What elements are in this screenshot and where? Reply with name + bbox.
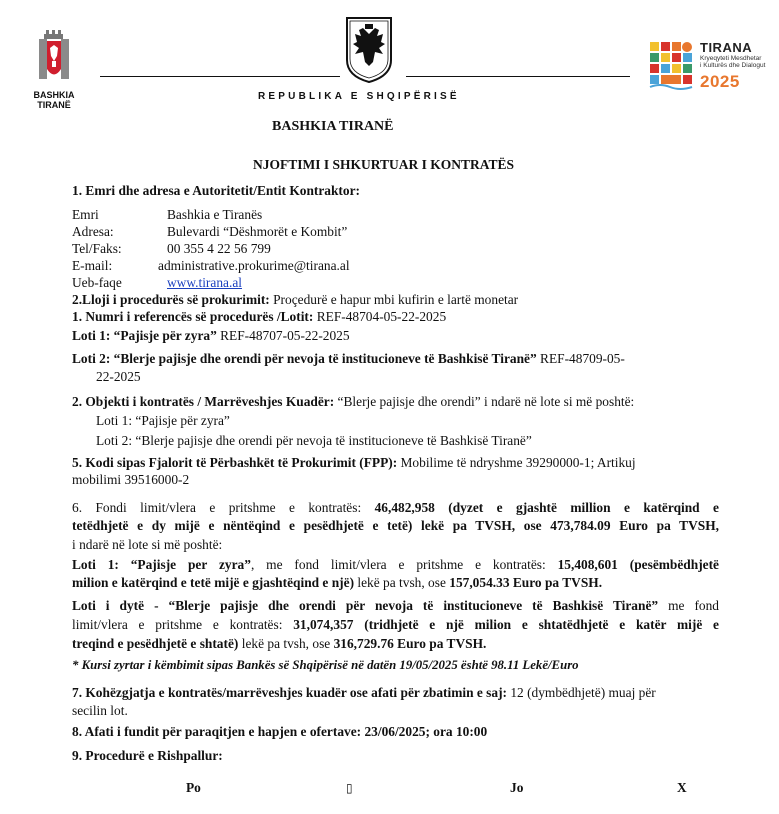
lot-2-reference <box>72 351 625 367</box>
bashkia-emblem-icon <box>32 28 76 86</box>
national-emblem <box>343 16 395 88</box>
reference-label: 1. Numri i referencës së procedurës /Lotit: <box>72 309 314 324</box>
cpv-value: Mobilime të ndryshme 39290000-1; Artikuj <box>397 455 636 470</box>
duration-value: 12 (dymbëdhjetë) muaj për <box>507 685 656 700</box>
lot-1-value-line-2 <box>72 575 602 591</box>
duration-cont: secilin lot. <box>72 703 128 718</box>
section-1-heading: 1. Emri dhe adresa e Autoritetit/Entit Kontraktor: <box>72 183 360 198</box>
value-name: Bashkia e Tiranës <box>167 207 263 222</box>
tirana-2025-logo <box>648 40 774 96</box>
lot-2-value-line-1 <box>72 597 719 614</box>
fund-line-3: i ndarë në lote si më poshtë: <box>72 537 223 552</box>
cpv-code <box>72 455 636 471</box>
reference-value: REF-48704-05-22-2025 <box>313 309 447 324</box>
authority-name: BASHKIA TIRANË <box>272 119 394 134</box>
lot-1-value-mid: lekë pa tvsh, ose <box>354 575 450 590</box>
contract-object <box>72 394 634 410</box>
tirana-mosaic-icon <box>648 40 694 92</box>
duration <box>72 685 656 701</box>
lot-2-name: Loti 2: “Blerje pajisje dhe orendi për nevoja të institucioneve të Bashkisë Tiranë” <box>72 351 537 366</box>
header-rule-left <box>100 76 340 77</box>
lot-1-value-euro: 157,054.33 Euro pa TVSH. <box>449 575 603 590</box>
lot-2-ref: REF-48709-05- <box>536 351 625 366</box>
contract-object-label: 2. Objekti i kontratës / Marrëveshjes Kuadër: <box>72 394 335 409</box>
exchange-rate-note: * Kursi zyrtar i këmbimit sipas Bankës së Shqipërisë në datën 19/05/2025 është 98.11 Lekë/Euro <box>72 658 579 672</box>
fund-amount: 46,482,958 (dyzet e gjashtë million e katërqind e <box>374 500 719 515</box>
republished-label: 9. Procedurë e Rishpallur: <box>72 748 223 763</box>
bashkia-logo <box>32 28 76 110</box>
lot-1-value-name: Loti 1: “Pajisje per zyra” <box>72 557 251 572</box>
value-email: administrative.prokurime@tirana.al <box>158 258 350 273</box>
lot-1-value-amount: 15,408,601 (pesëmbëdhjetë <box>557 557 720 572</box>
bashkia-logo-line1: BASHKIA <box>33 90 75 100</box>
lot-2-value-mid: lekë pa tvsh, ose <box>238 636 334 651</box>
value-tel: 00 355 4 22 56 799 <box>167 241 271 256</box>
label-address: Adresa: <box>72 224 114 239</box>
lot-2-value-line-3 <box>72 636 486 652</box>
lot-1-value-line-1 <box>72 556 719 573</box>
reference-number <box>72 309 446 325</box>
lot-1-value-words: milion e katërqind e tetë mijë e gjashtëqind e një) <box>72 575 355 590</box>
lot-2-value-amount: 31,074,357 (tridhjetë e një milion e shtatëdhjetë e katër mijë e <box>293 617 719 632</box>
fund-line-1 <box>72 499 719 516</box>
lot-2-value-label-2: limit/vlera e pritshme e kontratës: <box>72 617 294 632</box>
web-link-wrap <box>167 275 242 291</box>
option-po-checkbox[interactable]: ▯ <box>346 781 353 795</box>
label-web: Ueb-faqe <box>72 275 122 290</box>
lot-2-value-euro: 316,729.76 Euro pa TVSH. <box>333 636 487 651</box>
lot-1-ref: REF-48707-05-22-2025 <box>216 328 350 343</box>
contract-object-value: “Blerje pajisje dhe orendi” i ndarë në lote si më poshtë: <box>334 394 635 409</box>
lot-1-reference <box>72 328 350 344</box>
lot-2-value-label: me fond <box>658 598 719 613</box>
lot-2-value-name: Loti i dytë - “Blerje pajisje dhe orendi për nevoja të institucioneve të Bashkisë Tiranë” <box>72 598 659 613</box>
tirana-logo-year: 2025 <box>700 72 740 91</box>
website-link[interactable]: www.tirana.al <box>167 275 242 290</box>
lot-1-name: Loti 1: “Pajisje për zyra” <box>72 328 217 343</box>
label-tel: Tel/Faks: <box>72 241 122 256</box>
fund-label: 6. Fondi limit/vlera e pritshme e kontratës: <box>72 500 375 515</box>
deadline: 8. Afati i fundit për paraqitjen e hapjen e ofertave: 23/06/2025; ora 10:00 <box>72 724 488 739</box>
tirana-logo-subtitle-1: Kryeqyteti Mesdhetar <box>700 55 762 62</box>
lot-2-ref-cont: 22-2025 <box>96 369 141 384</box>
tirana-logo-subtitle-2: i Kulturës dhe Dialogut <box>700 62 766 69</box>
option-jo-mark: X <box>677 780 687 795</box>
section-2-procedure <box>72 292 518 308</box>
lot-2-value-line-2 <box>72 616 719 633</box>
label-email: E-mail: <box>72 258 113 273</box>
republic-title: REPUBLIKA E SHQIPËRISË <box>258 91 460 102</box>
procedure-type-label: 2.Lloji i procedurës së prokurimit: <box>72 292 270 307</box>
fund-line-2: tetëdhjetë e dy mijë e nëntëqind e pesëdhjetë e tetë) lekë pa TVSH, ose 473,784.09 Euro pa TVSH, <box>72 518 719 533</box>
tirana-logo-title: TIRANA <box>700 40 753 55</box>
option-jo: Jo <box>510 780 524 795</box>
option-po: Po <box>186 780 201 795</box>
procedure-type-value: Proçedurë e hapur mbi kufirin e lartë monetar <box>269 292 519 307</box>
header-rule-right <box>406 76 630 77</box>
cpv-label: 5. Kodi sipas Fjalorit të Përbashkët të Prokurimit (FPP): <box>72 455 398 470</box>
bashkia-logo-line2: TIRANË <box>37 100 71 110</box>
document-title: NJOFTIMI I SHKURTUAR I KONTRATËS <box>253 157 515 172</box>
object-lot-2: Loti 2: “Blerje pajisje dhe orendi për nevoja të institucioneve të Bashkisë Tiranë” <box>96 433 532 448</box>
cpv-value-cont: mobilimi 39516000-2 <box>72 472 190 487</box>
lot-1-value-label: , me fond limit/vlera e pritshme e kontratës: <box>250 557 558 572</box>
double-headed-eagle-icon <box>343 16 395 84</box>
lot-2-value-words: treqind e pesëdhjetë e shtatë) <box>72 636 239 651</box>
value-address: Bulevardi “Dëshmorët e Kombit” <box>167 224 348 239</box>
label-name: Emri <box>72 207 99 222</box>
duration-label: 7. Kohëzgjatja e kontratës/marrëveshjes kuadër ose afati për zbatimin e saj: <box>72 685 507 700</box>
object-lot-1: Loti 1: “Pajisje për zyra” <box>96 413 230 428</box>
